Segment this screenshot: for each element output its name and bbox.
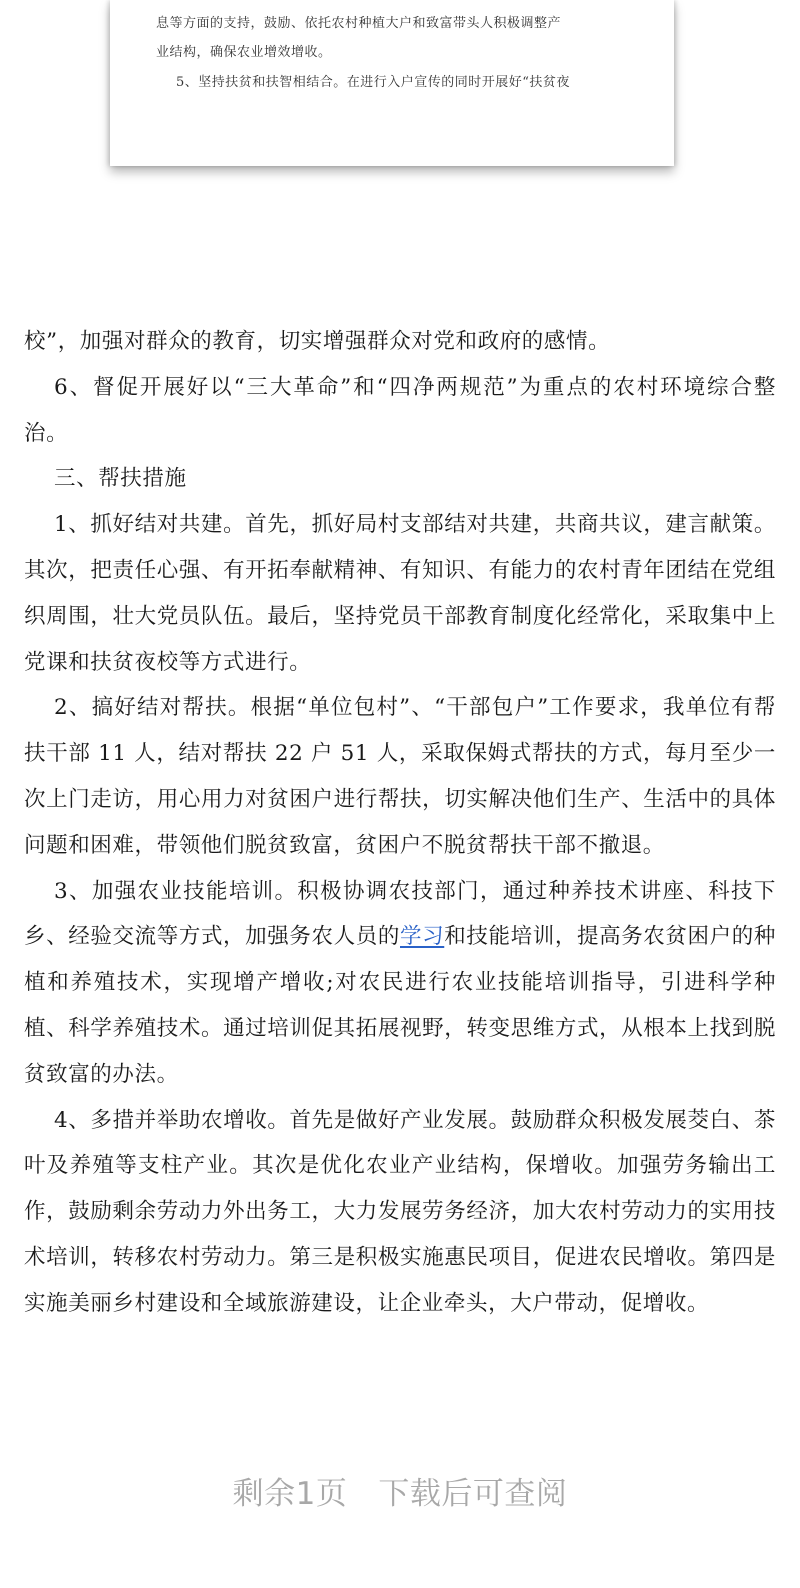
preview-text-line: 业结构，确保农业增效增收。 [156,45,332,60]
paragraph-measure-4: 4、多措并举助农增收。首先是做好产业发展。鼓励群众积极发展茭白、茶叶及养殖等支柱产业。其次是优化农业产业结构，保增收。加强劳务输出工作，鼓励剩余劳动力外出务工，大力发展劳务经济，加大农村劳动力的实用技术培训，转移农村劳动力。第三是积极实施惠民项目，促进农民增收。第四是实施美丽乡村建设和全域旅游建设，让企业牵头，大户带动，促增收。 [24,1107,776,1316]
paragraph-measure-2: 2、搞好结对帮扶。根据“单位包村”、“干部包户”工作要求，我单位有帮扶干部 11 人，结对帮扶 22 户 51 人，采取保姆式帮扶的方式，每月至少一次上门走访，用心用力对贫困户进行帮扶，切实解决他们生产、生活中的具体问题和困难，带领他们脱贫致富，贫困户不脱贫帮扶干部不撤退。 [24,695,776,858]
preview-text-line: 5、坚持扶贫和扶智相结合。在进行入户宣传的同时开展好“扶贫夜 [176,75,570,90]
paragraph-continuation: 校”，加强对群众的教育，切实增强群众对党和政府的感情。 [24,329,611,354]
paragraph-text: 和技能培训，提高务农贫困户的种植和养殖技术，实现增产增收;对农民进行农业技能培训指导，引进科学种植、科学养殖技术。通过培训促其拓展视野，转变思维方式，从根本上找到脱贫致富的办法。 [24,924,776,1087]
study-link[interactable]: 学习 [400,924,445,950]
section-heading: 三、帮扶措施 [54,466,187,492]
paragraph-item-6: 6、督促开展好以“三大革命”和“四净两规范”为重点的农村环境综合整治。 [24,374,776,446]
document-body [24,319,776,1327]
paragraph-measure-1: 1、抓好结对共建。首先，抓好局村支部结对共建，共商共议，建言献策。其次，把责任心强、有开拓奉献精神、有知识、有能力的农村青年团结在党组织周围，壮大党员队伍。最后，坚持党员干部教育制度化经常化，采取集中上党课和扶贫夜校等方式进行。 [24,512,776,675]
remaining-pages-notice[interactable]: 剩余1页 下载后可查阅 [232,1476,568,1512]
paragraph-measure-3 [24,869,776,1098]
document-preview-card [110,0,674,166]
paragraph-text: 3、加强农业技能培训。积极协调农技部门，通过种养技术讲座、科技下乡、经验交流等方式，加强务农人员的 [24,878,776,950]
preview-text-line: 息等方面的支持，鼓励、依托农村种植大户和致富带头人积极调整产 [156,16,562,31]
